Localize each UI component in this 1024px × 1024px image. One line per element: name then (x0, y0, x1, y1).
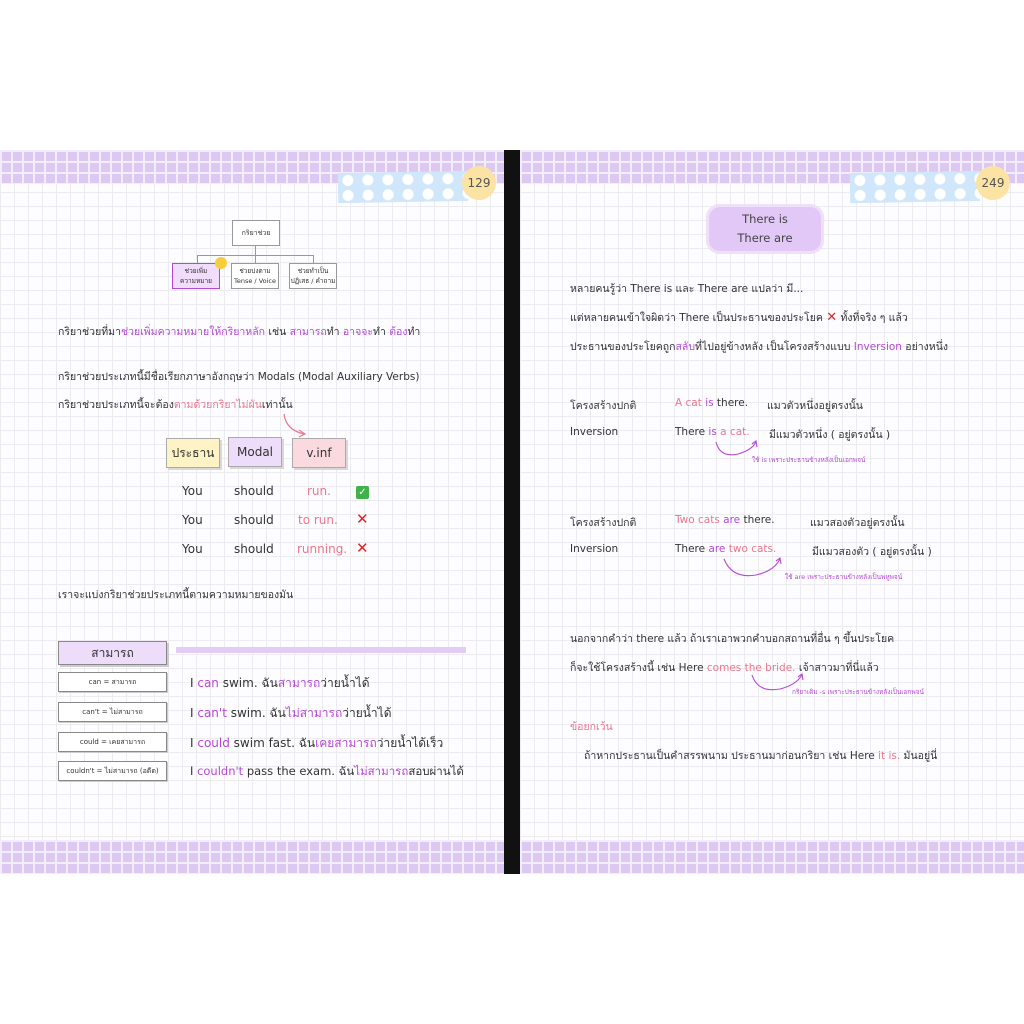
highlight-text: ช่วยเพิ่มความหมายให้กริยาหลัก (120, 326, 266, 338)
text: swim fast. ฉัน (229, 736, 316, 750)
inversion-sentence (675, 543, 776, 555)
intro-line-3 (58, 396, 293, 413)
text: ว่ายน้ำได้ (342, 706, 392, 720)
text: swim. ฉัน (226, 706, 286, 720)
highlight-text: could (197, 736, 230, 750)
tree-root: กริยาช่วย (232, 220, 280, 246)
highlight-text: ไม่สามารถ (354, 764, 409, 778)
tree-child-line: ช่วยทำเป็น (297, 267, 329, 275)
highlight-text: สามารถ (277, 676, 321, 690)
text: ทำ (373, 326, 390, 338)
normal-sentence (675, 397, 748, 409)
modal-label: can = สามารถ (58, 672, 167, 692)
intro-line-1: หลายคนรู้ว่า There is และ There are แปลว่า มี... (570, 283, 804, 295)
subject-text: two cats. (725, 543, 777, 555)
bottom-grid-band (520, 840, 1024, 874)
verb-box: v.inf (292, 438, 346, 468)
bubble-line: There is (742, 212, 788, 226)
intro-line-3 (570, 338, 948, 355)
text: ทั้งที่จริง ๆ แล้ว (837, 312, 908, 324)
curved-arrow-icon (720, 555, 786, 581)
other-line-1: นอกจากคำว่า there แล้ว ถ้าเราเอาพวกคำบอกสถานที่อื่น ๆ ขึ้นประโยค (570, 633, 895, 645)
modal-sentence (190, 674, 370, 693)
check-icon: ✓ (356, 486, 369, 499)
normal-translation: แมวสองตัวอยู่ตรงนั้น (810, 517, 905, 529)
left-page (0, 150, 504, 874)
text: I (190, 676, 198, 690)
text: there. (713, 397, 749, 409)
intro-line-2 (570, 309, 908, 326)
example-verb: run. (307, 484, 331, 498)
grammar-note: ใช้ is เพราะประธานข้างหลังเป็นเอกพจน์ (752, 456, 866, 464)
modal-box: Modal (228, 437, 282, 467)
highlight-text: เคยสามารถ (315, 736, 377, 750)
example-subject: You (182, 484, 203, 498)
example-subject: You (182, 542, 203, 556)
tree-connector (313, 255, 314, 263)
highlight-text: can (197, 676, 219, 690)
inversion-translation: มีแมวสองตัว ( อยู่ตรงนั้น ) (812, 546, 932, 558)
polka-dot-tape (850, 171, 981, 203)
text: ประธานของประโยคถูก (570, 341, 676, 353)
book-spine (504, 150, 520, 874)
bottom-grid-band (0, 840, 504, 874)
highlight-text: ตามด้วยกริยาไม่ผัน (173, 399, 262, 411)
verb-text: are (719, 514, 741, 526)
check-icon (356, 484, 369, 499)
highlight-text: อาจจะ (342, 326, 374, 338)
text: ก็จะใช้โครงสร้างนี้ เช่น Here (570, 662, 707, 674)
text: ทำ (326, 326, 343, 338)
text: pass the exam. ฉัน (243, 764, 355, 778)
lightbulb-icon (215, 257, 227, 269)
tree-child-tense (231, 263, 279, 289)
text: อย่างหนึ่ง (901, 341, 949, 353)
highlight-text: can't (197, 706, 227, 720)
section-underline (176, 647, 466, 653)
example-modal: should (234, 513, 274, 527)
verb-text: is (705, 426, 717, 438)
highlight-text: it is. (878, 750, 901, 762)
text: เจ้าสาวมาที่นี่แล้ว (795, 662, 879, 674)
text: ถ้าหากประธานเป็นคำสรรพนาม ประธานมาก่อนกริยา เช่น Here (584, 750, 879, 762)
text: I (190, 736, 198, 750)
modal-label: can't = ไม่สามารถ (58, 702, 167, 722)
speech-bubble (706, 204, 824, 254)
grammar-note: กริยาเติม -s เพราะประธานข้างหลังเป็นเอกพจน์ (792, 688, 924, 696)
text: ว่ายน้ำได้เร็ว (376, 736, 444, 750)
text: ที่ไปอยู่ข้างหลัง เป็นโครงสร้างแบบ (695, 341, 854, 353)
text: ทำ (407, 326, 421, 338)
example-verb: to run. (298, 513, 338, 527)
text: I (190, 706, 198, 720)
subject-box: ประธาน (166, 438, 220, 468)
other-line-2 (570, 659, 879, 676)
verb-text: is (701, 397, 714, 409)
text: แต่หลายคนเข้าใจผิดว่า There เป็นประธานของประโยค (570, 312, 827, 324)
tree-child-line: ช่วยเพิ่ม (184, 267, 208, 275)
text: กริยาช่วยประเภทนี้จะต้อง (58, 399, 174, 411)
normal-label: โครงสร้างปกติ (570, 517, 637, 529)
cross-icon: ✕ (356, 539, 369, 557)
normal-label: โครงสร้างปกติ (570, 400, 637, 412)
tree-child-line: ช่วยบ่งตาม (239, 267, 271, 275)
highlight-text: comes the bride. (706, 662, 796, 674)
modal-label: could = เคยสามารถ (58, 732, 167, 752)
highlight-text: ไม่สามารถ (285, 706, 343, 720)
tree-child-line: Tense / Voice (234, 277, 276, 285)
tree-connector (197, 255, 198, 263)
highlight-text: ต้อง (389, 326, 408, 338)
text: swim. ฉัน (218, 676, 278, 690)
highlight-text: สลับ (675, 341, 696, 353)
text: สอบผ่านได้ (408, 764, 464, 778)
page-number: 249 (976, 166, 1010, 200)
intro-line-1 (58, 323, 420, 340)
highlight-text: Inversion (853, 341, 902, 353)
highlight-text: couldn't (197, 764, 244, 778)
tree-connector (255, 245, 256, 255)
modal-sentence (190, 704, 392, 723)
example-modal: should (234, 484, 274, 498)
page-number: 129 (462, 166, 496, 200)
polka-dot-tape (338, 171, 469, 203)
text: ว่ายน้ำได้ (320, 676, 370, 690)
section-title: สามารถ (58, 641, 167, 665)
verb-text: are (705, 543, 726, 555)
intro-line-4: เราจะแบ่งกริยาช่วยประเภทนี้ตามความหมายของมัน (58, 589, 294, 601)
tree-child-line: ปฏิเสธ / คำถาม (290, 277, 336, 285)
subject-text: A cat (675, 397, 702, 409)
text: เท่านั้น (261, 399, 293, 411)
normal-translation: แมวตัวหนึ่งอยู่ตรงนั้น (767, 400, 863, 412)
curved-arrow-icon (280, 412, 310, 438)
right-page (520, 150, 1024, 874)
text: กริยาช่วยที่มา (58, 326, 121, 338)
modal-label: couldn't = ไม่สามารถ (อดีต) (58, 761, 167, 781)
text: เช่น (265, 326, 290, 338)
intro-line-2: กริยาช่วยประเภทนี้มีชื่อเรียกภาษาอังกฤษว่า Modals (Modal Auxiliary Verbs) (58, 371, 420, 383)
inversion-translation: มีแมวตัวหนึ่ง ( อยู่ตรงนั้น ) (769, 429, 891, 441)
subject-text: Two cats (675, 514, 720, 526)
exception-title: ข้อยกเว้น (570, 721, 613, 733)
modal-sentence (190, 763, 464, 781)
inversion-label: Inversion (570, 543, 619, 555)
text: I (190, 764, 198, 778)
text: มันอยู่นี่ (900, 750, 938, 762)
text: there. (740, 514, 775, 526)
text: There (675, 426, 706, 438)
cross-icon: ✕ (356, 510, 369, 528)
exception-line (584, 747, 937, 764)
grammar-note: ใช้ are เพราะประธานข้างหลังเป็นพหูพจน์ (785, 573, 903, 581)
tree-child-meaning (172, 263, 220, 289)
example-modal: should (234, 542, 274, 556)
highlight-text: สามารถ (289, 326, 327, 338)
inversion-label: Inversion (570, 426, 619, 438)
tree-child-negative (289, 263, 337, 289)
example-subject: You (182, 513, 203, 527)
bubble-line: There are (737, 231, 793, 245)
inversion-sentence (675, 426, 750, 438)
cross-icon: ✕ (826, 310, 838, 325)
normal-sentence (675, 514, 775, 526)
example-verb: running. (297, 542, 348, 556)
tree-connector (255, 255, 256, 263)
text: There (675, 543, 706, 555)
subject-text: a cat. (716, 426, 750, 438)
modal-sentence (190, 734, 443, 753)
tree-child-line: ความหมาย (180, 277, 212, 285)
